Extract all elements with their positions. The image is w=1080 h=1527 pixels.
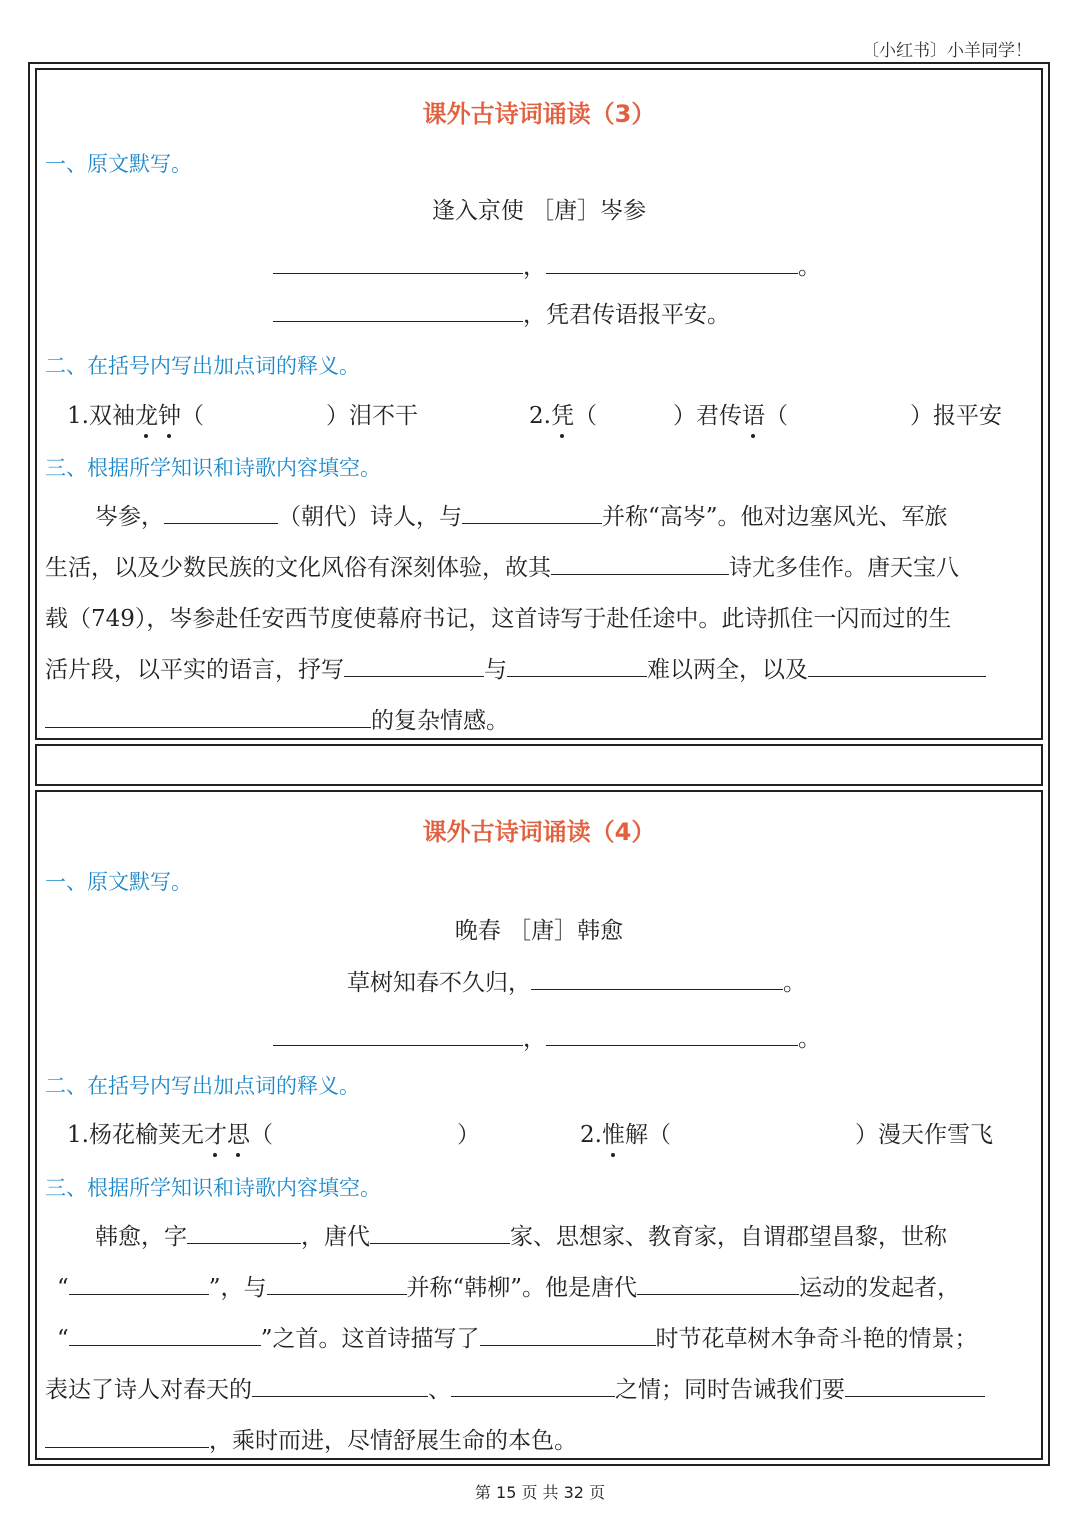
section-heading-1: 一、原文默写。 (45, 870, 192, 894)
question-2: 2.凭（ ）君传语（ ）报平安 (529, 403, 1002, 429)
paragraph-line: 生活，以及少数民族的文化风俗有深刻体验，故其 诗尤多佳作。唐天宝八 (45, 549, 1039, 582)
paragraph-line: 表达了诗人对春天的 、 之情；同时告诫我们要 (45, 1371, 1039, 1404)
poem-line-1: 草树知春不久归， 。 (347, 964, 806, 997)
paragraph-line: “ ”之首。这首诗描写了 时节花草树木争奇斗艳的情景； (45, 1320, 1039, 1353)
paragraph-line: 韩愈，字 ，唐代 家、思想家、教育家，自谓郡望昌黎，世称 (45, 1218, 1039, 1251)
question-1: 1.双袖龙钟（ ）泪不干 (67, 403, 418, 429)
poem-title: 晚春 ［唐］韩愈 (454, 918, 624, 944)
page-number: 第 15 页 共 32 页 (474, 1483, 606, 1502)
panel-title: 课外古诗词诵读（3） (422, 100, 656, 128)
question-2: 2.惟解（ ）漫天作雪飞 (580, 1122, 993, 1148)
paragraph-line: “ ”，与 并称“韩柳”。他是唐代 运动的发起者， (45, 1269, 1039, 1302)
question-1: 1.杨花榆荚无才思（ ） (67, 1122, 480, 1148)
panel-title: 课外古诗词诵读（4） (422, 818, 656, 846)
answer-blank[interactable] (546, 1023, 798, 1046)
answer-blank[interactable] (451, 1374, 615, 1397)
paragraph-line: ，乘时而进，尽情舒展生命的本色。 (45, 1422, 1039, 1455)
answer-blank[interactable] (69, 1323, 261, 1346)
answer-blank[interactable] (507, 654, 647, 677)
paragraph-line: 的复杂情感。 (45, 702, 1039, 735)
answer-blank[interactable] (370, 1221, 510, 1244)
answer-blank[interactable] (273, 299, 523, 322)
answer-blank[interactable] (551, 552, 729, 575)
poem-line-2: ，凭君传语报平安。 (273, 296, 730, 329)
answer-blank[interactable] (808, 654, 986, 677)
answer-blank[interactable] (164, 501, 278, 524)
poem-line-1: ， 。 (273, 248, 821, 281)
section-heading-3: 三、根据所学知识和诗歌内容填空。 (45, 1176, 381, 1200)
section-heading-3: 三、根据所学知识和诗歌内容填空。 (45, 456, 381, 480)
answer-blank[interactable] (546, 251, 798, 274)
section-heading-1: 一、原文默写。 (45, 152, 192, 176)
answer-blank[interactable] (462, 501, 602, 524)
page-frame (28, 62, 1050, 1466)
answer-blank[interactable] (637, 1272, 799, 1295)
answer-blank[interactable] (252, 1374, 428, 1397)
section-heading-2: 二、在括号内写出加点词的释义。 (45, 1074, 360, 1098)
paragraph-line: 载（749），岑参赴任安西节度使幕府书记，这首诗写于赴任途中。此诗抓住一闪而过的生 (45, 606, 952, 632)
watermark: 〔小红书〕小羊同学！ (862, 41, 1032, 61)
answer-blank[interactable] (845, 1374, 985, 1397)
paragraph-line: 活片段，以平实的语言，抒写 与 难以两全，以及 (45, 651, 1039, 684)
divider-band (35, 744, 1043, 786)
answer-blank[interactable] (480, 1323, 656, 1346)
answer-blank[interactable] (273, 1023, 523, 1046)
answer-blank[interactable] (69, 1272, 209, 1295)
answer-blank[interactable] (344, 654, 484, 677)
answer-blank[interactable] (45, 705, 371, 728)
paragraph-line: 岑参， （朝代）诗人，与 并称“高岑”。他对边塞风光、军旅 (45, 498, 1039, 531)
answer-blank[interactable] (273, 251, 523, 274)
answer-blank[interactable] (267, 1272, 407, 1295)
poem-line-2: ， 。 (273, 1020, 821, 1053)
answer-blank[interactable] (187, 1221, 301, 1244)
poem-title: 逢入京使 ［唐］岑参 (431, 198, 647, 224)
section-heading-2: 二、在括号内写出加点词的释义。 (45, 354, 360, 378)
section-panel-4 (35, 790, 1043, 1460)
answer-blank[interactable] (531, 967, 783, 990)
section-panel-3 (35, 68, 1043, 740)
answer-blank[interactable] (45, 1425, 209, 1448)
